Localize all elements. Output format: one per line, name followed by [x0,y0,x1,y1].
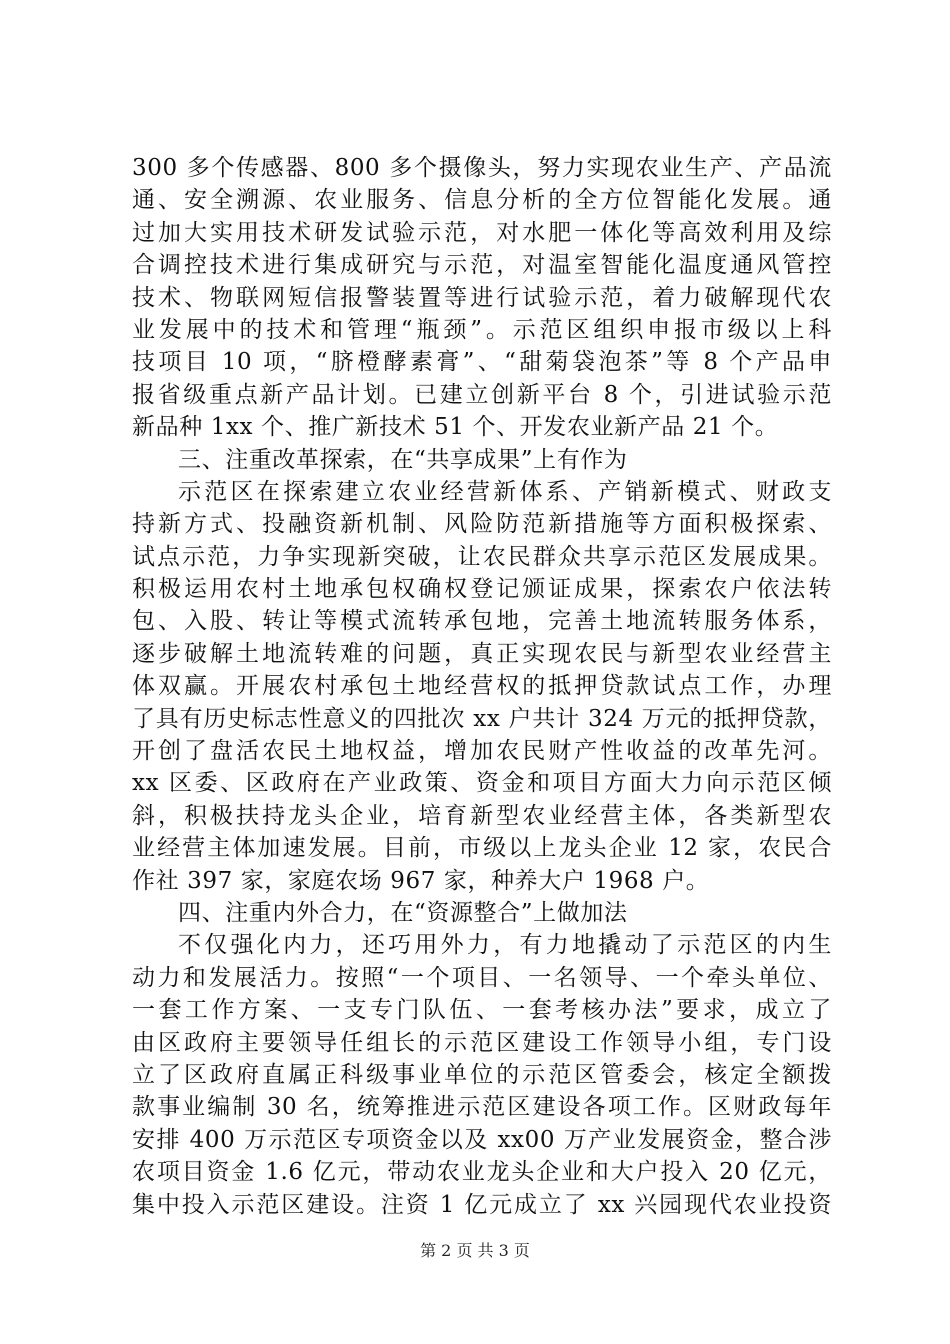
body-line: 通、安全溯源、农业服务、信息分析的全方位智能化发展。通 [132,187,832,214]
paragraph-first-line: 不仅强化内力，还巧用外力，有力地撬动了示范区的内生 [178,932,832,959]
body-line: 作社 397 家，家庭农场 967 家，种养大户 1968 户。 [132,867,710,894]
body-line: 报省级重点新产品计划。已建立创新平台 8 个，引进试验示范 [132,381,832,408]
body-line: 一套工作方案、一支专门队伍、一套考核办法”要求，成立了 [132,997,832,1024]
body-line: 集中投入示范区建设。注资 1 亿元成立了 xx 兴园现代农业投资 [132,1191,832,1218]
body-line: 体双赢。开展农村承包土地经营权的抵押贷款试点工作，办理 [132,673,832,700]
body-line: 安排 400 万示范区专项资金以及 xx00 万产业发展资金，整合涉 [132,1126,832,1153]
body-line: 技术、物联网短信报警装置等进行试验示范，着力破解现代农 [132,284,832,311]
body-line: xx 区委、区政府在产业政策、资金和项目方面大力向示范区倾 [132,770,832,797]
body-line: 持新方式、投融资新机制、风险防范新措施等方面积极探索、 [132,511,832,538]
body-line: 立了区政府直属正科级事业单位的示范区管委会，核定全额拨 [132,1061,832,1088]
section-heading: 三、注重改革探索，在“共享成果”上有作为 [178,446,628,473]
body-line: 300 多个传感器、800 多个摄像头，努力实现农业生产、产品流 [132,155,832,181]
body-line: 合调控技术进行集成研究与示范，对温室智能化温度通风管控 [132,252,832,279]
body-line: 试点示范，力争实现新突破，让农民群众共享示范区发展成果。 [132,543,832,570]
section-heading: 四、注重内外合力，在“资源整合”上做加法 [178,899,628,926]
body-line: 包、入股、转让等模式流转承包地，完善土地流转服务体系， [132,608,832,635]
body-line: 技项目 10 项，“脐橙酵素膏”、“甜菊袋泡茶”等 8 个产品申 [132,349,832,376]
page-number-footer: 第 2 页 共 3 页 [420,1241,530,1260]
body-line: 了具有历史标志性意义的四批次 xx 户共计 324 万元的抵押贷款， [132,705,832,732]
body-line: 动力和发展活力。按照“一个项目、一名领导、一个牵头单位、 [132,964,832,991]
document-body [132,152,832,1221]
body-line: 过加大实用技术研发试验示范，对水肥一体化等高效利用及综 [132,219,832,246]
body-line: 积极运用农村土地承包权确权登记颁证成果，探索农户依法转 [132,576,832,603]
body-line: 业经营主体加速发展。目前，市级以上龙头企业 12 家，农民合 [132,835,832,862]
body-line: 款事业编制 30 名，统筹推进示范区建设各项工作。区财政每年 [132,1094,832,1121]
body-line: 斜，积极扶持龙头企业，培育新型农业经营主体，各类新型农 [132,802,832,829]
body-line: 业发展中的技术和管理“瓶颈”。示范区组织申报市级以上科 [132,316,832,343]
body-line: 逐步破解土地流转难的问题，真正实现农民与新型农业经营主 [132,640,832,667]
body-line: 新品种 1xx 个、推广新技术 51 个、开发农业新产品 21 个。 [132,414,779,441]
body-line: 由区政府主要领导任组长的示范区建设工作领导小组，专门设 [132,1029,832,1056]
body-line: 农项目资金 1.6 亿元，带动农业龙头企业和大户投入 20 亿元， [132,1159,832,1186]
paragraph-first-line: 示范区在探索建立农业经营新体系、产销新模式、财政支 [178,478,832,505]
body-line: 开创了盘活农民土地权益，增加农民财产性收益的改革先河。 [132,738,832,765]
